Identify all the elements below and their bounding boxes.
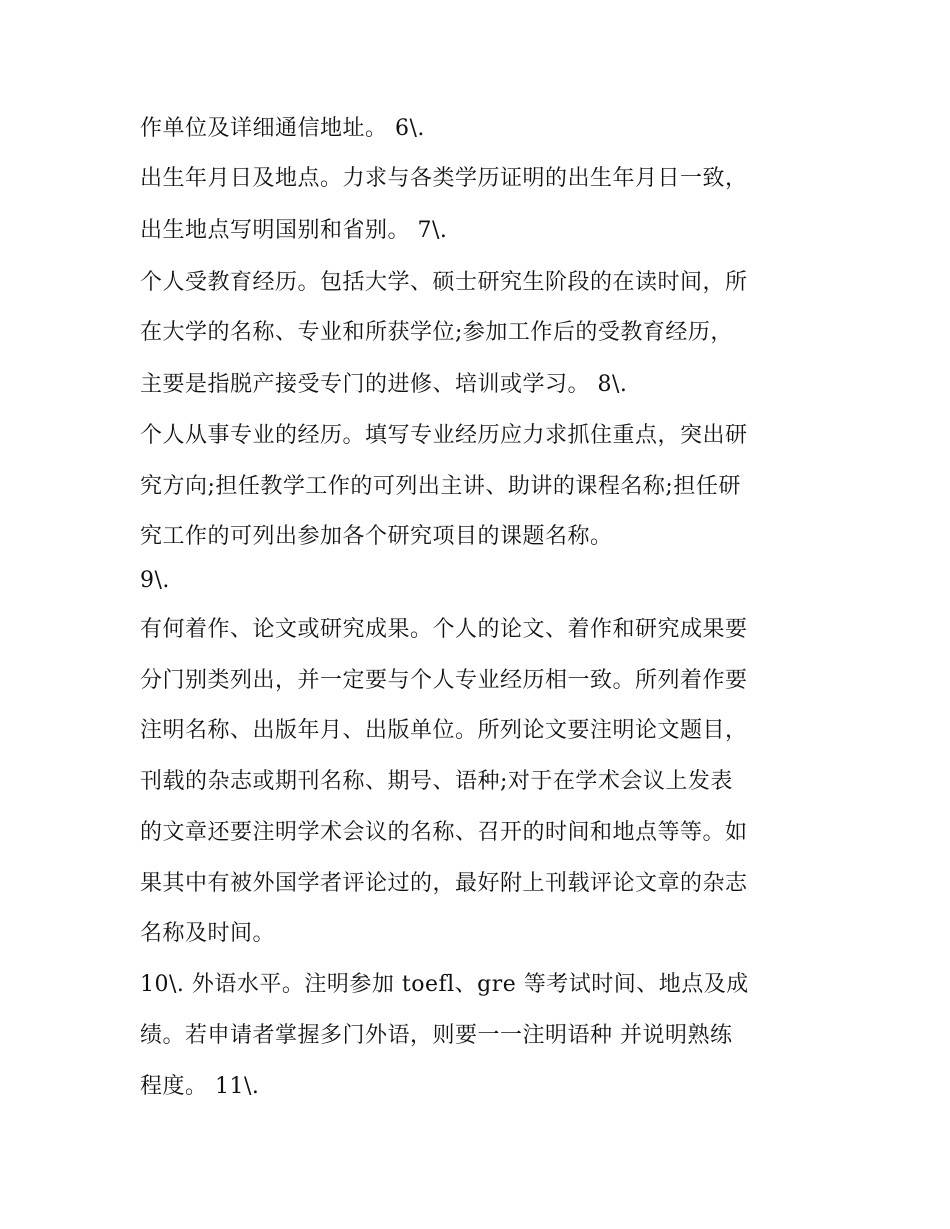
text-line: 作单位及详细通信地址。 6\. [140, 116, 425, 141]
text-line: 出生年月日及地点。力求与各类学历证明的出生年月日一致， [140, 166, 748, 191]
text-line: 在大学的名称、专业和所获学位;参加工作后的受教育经历， [140, 320, 733, 345]
text-line: 主要是指脱产接受专门的进修、培训或学习。 8\. [140, 372, 628, 397]
text-line: 刊载的杂志或期刊名称、期号、语种;对于在学术会议上发表 [140, 769, 733, 794]
text-line: 有何着作、论文或研究成果。个人的论文、着作和研究成果要 [140, 617, 748, 642]
text-line: 10\. 外语水平。注明参加 toefl、gre 等考试时间、地点及成 [140, 972, 749, 997]
text-line: 注明名称、出版年月、出版单位。所列论文要注明论文题目， [140, 718, 748, 743]
text-line: 个人从事专业的经历。填写专业经历应力求抓住重点，突出研 [140, 423, 748, 448]
text-line: 名称及时间。 [140, 921, 276, 946]
text-line: 究方向;担任教学工作的可列出主讲、助讲的课程名称;担任研 [140, 474, 741, 499]
text-line: 绩。若申请者掌握多门外语，则要一一注明语种 并说明熟练 [140, 1023, 733, 1048]
text-line: 9\. [140, 568, 170, 593]
text-line: 的文章还要注明学术会议的名称、召开的时间和地点等等。如 [140, 820, 748, 845]
text-line: 究工作的可列出参加各个研究项目的课题名称。 [140, 524, 613, 549]
text-line: 程度。 11\. [140, 1074, 260, 1099]
text-line: 个人受教育经历。包括大学、硕士研究生阶段的在读时间，所 [140, 270, 748, 295]
text-line: 分门别类列出，并一定要与个人专业经历相一致。所列着作要 [140, 668, 748, 693]
text-line: 果其中有被外国学者评论过的，最好附上刊载评论文章的杂志 [140, 871, 748, 896]
text-line: 出生地点写明国别和省别。 7\. [140, 218, 448, 243]
